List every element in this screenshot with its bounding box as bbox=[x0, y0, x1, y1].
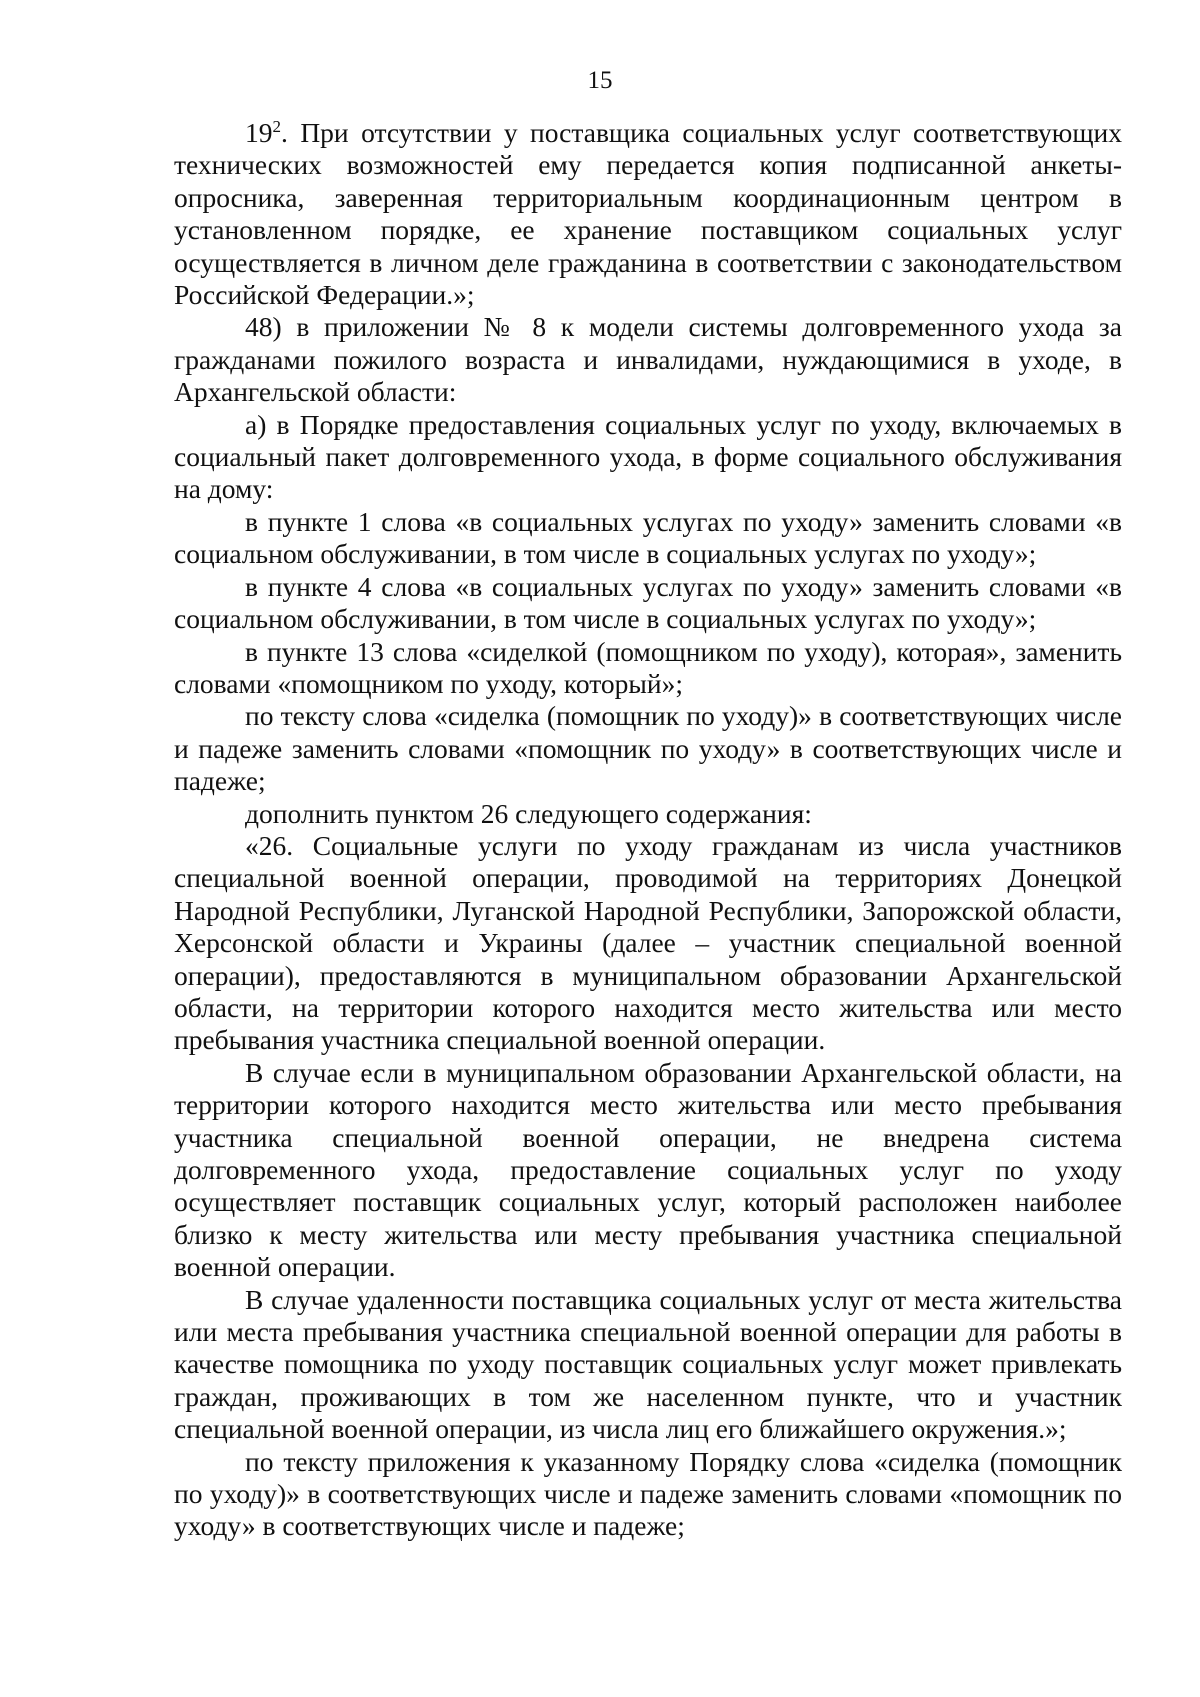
paragraph-add-26: дополнить пунктом 26 следующего содержания: bbox=[245, 797, 812, 829]
document-body bbox=[174, 117, 1122, 1543]
paragraph-26-case-2: В случае удаленности поставщика социальных услуг от места жительства или места пребывания участника специальной военной операции для работы в качестве помощника по уходу поставщик социальных услуг может привлекать граждан, проживающих в том же населенном пункте, что и участник специальной военной операции, из числа лиц его ближайшего окружения.»; bbox=[174, 1283, 1122, 1445]
clause-number: 19 bbox=[245, 117, 273, 148]
paragraph-point-13: в пункте 13 слова «сиделкой (помощником по уходу), которая», заменить словами «помощником по уходу, который»; bbox=[174, 635, 1122, 699]
paragraph-appendix-replace: по тексту приложения к указанному Порядку слова «сиделка (помощник по уходу)» в соответствующих числе и падеже заменить словами «помощник по уходу» в соответствующих числе и падеже; bbox=[174, 1445, 1122, 1542]
paragraph-point-1: в пункте 1 слова «в социальных услугах по уходу» заменить словами «в социальном обслуживании, в том числе в социальных услугах по уходу»; bbox=[174, 505, 1122, 570]
paragraph-19-2 bbox=[174, 117, 1122, 311]
paragraph-text: . При отсутствии у поставщика социальных услуг соответствующих технических возможностей ему передается копия подписанной анкеты-опросника, заверенная территориальным координационным центром в установленном порядке, ее хранение поставщиком социальных услуг осуществляется в личном деле гражданина в соответствии с законодательством Российской Федерации.»; bbox=[174, 117, 1122, 311]
paragraph-point-4: в пункте 4 слова «в социальных услугах по уходу» заменить словами «в социальном обслуживании, в том числе в социальных услугах по уходу»; bbox=[174, 570, 1122, 635]
paragraph-text-replace: по тексту слова «сиделка (помощник по уходу)» в соответствующих числе и падеже заменить словами «помощник по уходу» в соответствующих числе и падеже; bbox=[174, 700, 1122, 797]
paragraph-a: а) в Порядке предоставления социальных услуг по уходу, включаемых в социальный пакет долговременного ухода, в форме социального обслуживания на дому: bbox=[174, 408, 1122, 505]
paragraph-26-case-1: В случае если в муниципальном образовании Архангельской области, на территории которого находится место жительства или место пребывания участника специальной военной операции, не внедрена система долговременного ухода, предоставление социальных услуг по уходу осуществляет поставщик социальных услуг, который расположен наиболее близко к месту жительства или месту пребывания участника специальной военной операции. bbox=[174, 1056, 1122, 1283]
clause-superscript: 2 bbox=[272, 116, 281, 136]
page-number: 15 bbox=[587, 67, 613, 94]
paragraph-26: «26. Социальные услуги по уходу гражданам из числа участников специальной военной операции, проводимой на территориях Донецкой Народной Республики, Луганской Народной Республики, Запорожской области, Херсонской области и Украины (далее – участник специальной военной операции), предоставляются в муниципальном образовании Архангельской области, на территории которого находится место жительства или место пребывания участника специальной военной операции. bbox=[174, 829, 1122, 1056]
paragraph-48: 48) в приложении № 8 к модели системы долговременного ухода за гражданами пожилого возраста и инвалидами, нуждающимися в уходе, в Архангельской области: bbox=[174, 311, 1122, 408]
